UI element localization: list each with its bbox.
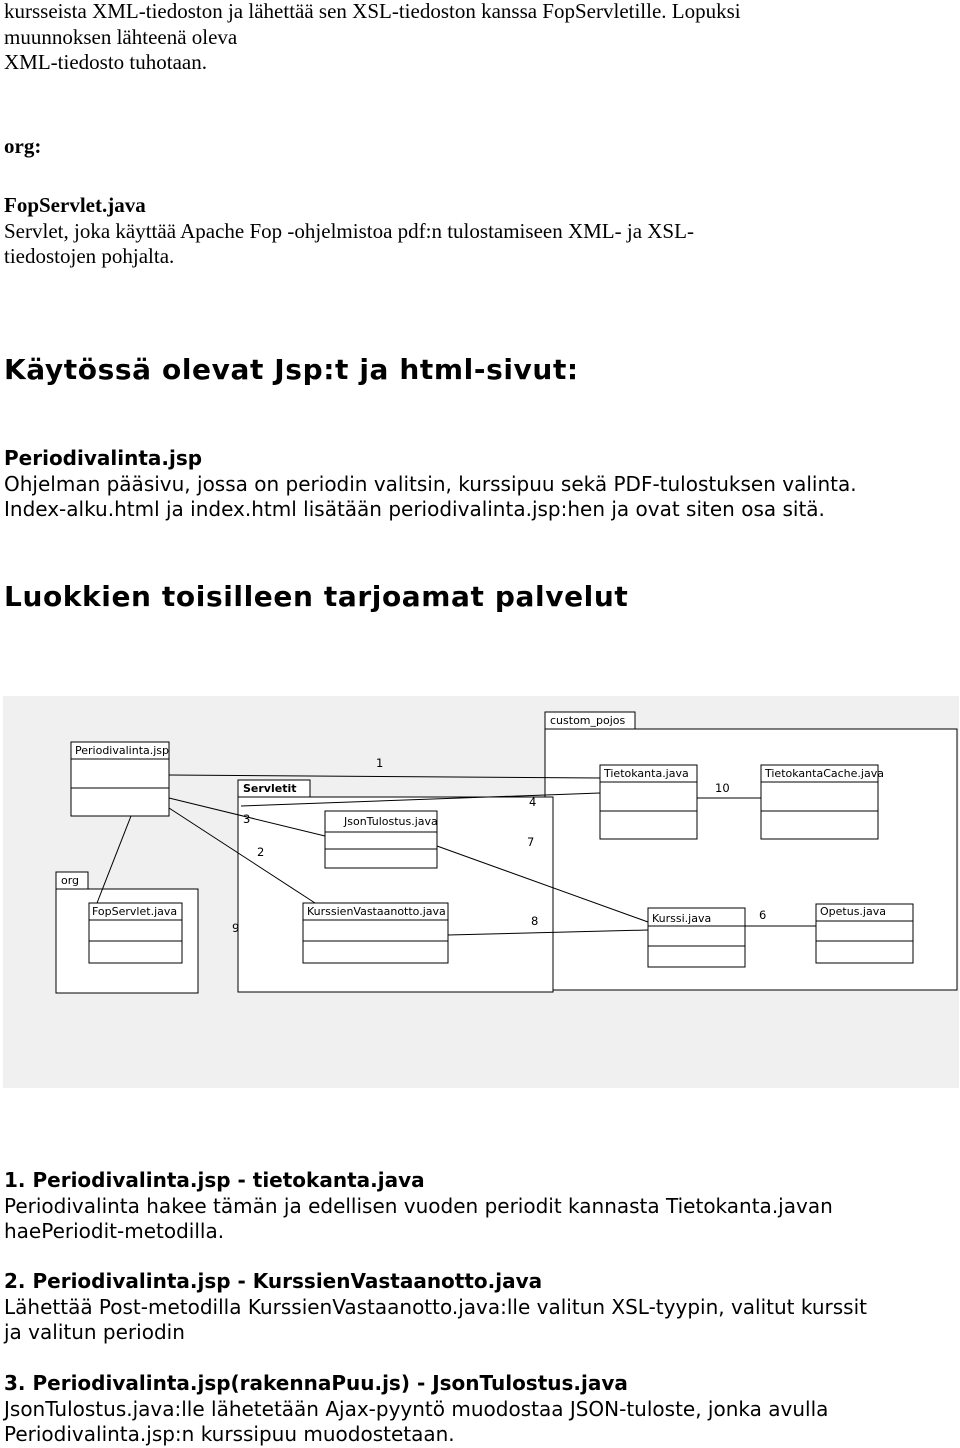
package-label: custom_pojos (550, 714, 626, 727)
periodivalinta-title: Periodivalinta.jsp (4, 446, 203, 470)
class-name: Tietokanta.java (604, 767, 689, 780)
intro-line: XML-tiedosto tuhotaan. (4, 50, 207, 74)
class-name: TietokantaCache.java (765, 767, 884, 780)
multiplicity-label: 8 (531, 914, 539, 928)
package-label: org (61, 874, 80, 887)
service-item-title: 1. Periodivalinta.jsp - tietokanta.java (4, 1168, 425, 1192)
multiplicity-label: 1 (376, 756, 384, 770)
periodivalinta-description (4, 446, 954, 523)
multiplicity-label: 2 (257, 845, 265, 859)
intro-line: kursseista XML-tiedoston ja lähettää sen XSL-tiedoston kanssa FopServletille. Lopuksi (4, 0, 741, 23)
service-item-line: JsonTulostus.java:lle lähetetään Ajax-pyyntö muodostaa JSON-tuloste, jonka avulla (4, 1396, 829, 1421)
intro-line: muunnoksen lähteenä oleva (4, 24, 238, 49)
class-diagram (3, 696, 959, 1088)
periodivalinta-line: Index-alku.html ja index.html lisätään periodivalinta.jsp:hen ja ovat siten osa sitä. (4, 497, 825, 521)
class-name: FopServlet.java (92, 905, 178, 918)
periodivalinta-line: Ohjelman pääsivu, jossa on periodin valitsin, kurssipuu sekä PDF-tulostuksen valinta. (4, 471, 857, 496)
service-item-line: Periodivalinta.jsp:n kurssipuu muodostetaan. (4, 1422, 455, 1446)
fopservlet-title: FopServlet.java (4, 193, 146, 217)
intro-paragraph (4, 0, 954, 76)
fopservlet-line: Servlet, joka käyttää Apache Fop -ohjelmistoa pdf:n tulostamiseen XML- ja XSL- (4, 218, 694, 243)
class-name: KurssienVastaanotto.java (307, 905, 446, 918)
multiplicity-label: 4 (529, 795, 537, 809)
service-item-line: Lähettää Post-metodilla KurssienVastaanotto.java:lle valitun XSL-tyypin, valitut kurssit (4, 1294, 867, 1319)
service-item (4, 1371, 954, 1448)
service-item-line: haePeriodit-metodilla. (4, 1219, 225, 1243)
fopservlet-description (4, 193, 954, 270)
service-item (4, 1168, 954, 1245)
multiplicity-label: 10 (715, 781, 730, 795)
package-label: Servletit (243, 782, 297, 795)
service-item (4, 1269, 954, 1346)
service-item-line: Periodivalinta hakee tämän ja edellisen vuoden periodit kannasta Tietokanta.javan (4, 1193, 833, 1218)
multiplicity-label: 3 (243, 812, 251, 826)
service-item-title: 2. Periodivalinta.jsp - KurssienVastaanotto.java (4, 1269, 543, 1293)
association-line (169, 775, 600, 778)
fopservlet-line: tiedostojen pohjalta. (4, 244, 175, 268)
service-item-line: ja valitun periodin (4, 1320, 185, 1344)
multiplicity-label: 7 (527, 835, 535, 849)
service-item-title: 3. Periodivalinta.jsp(rakennaPuu.js) - JsonTulostus.java (4, 1371, 628, 1395)
multiplicity-label: 9 (232, 921, 240, 935)
jsp-section-heading: Käytössä olevat Jsp:t ja html-sivut: (4, 353, 579, 386)
multiplicity-label: 6 (759, 908, 767, 922)
services-heading: Luokkien toisilleen tarjoamat palvelut (4, 580, 629, 613)
class-name: Opetus.java (820, 905, 886, 918)
class-name: Kurssi.java (652, 912, 712, 925)
org-heading: org: (4, 134, 42, 158)
class-name: Periodivalinta.jsp (75, 744, 170, 757)
class-name: JsonTulostus.java (344, 815, 438, 828)
